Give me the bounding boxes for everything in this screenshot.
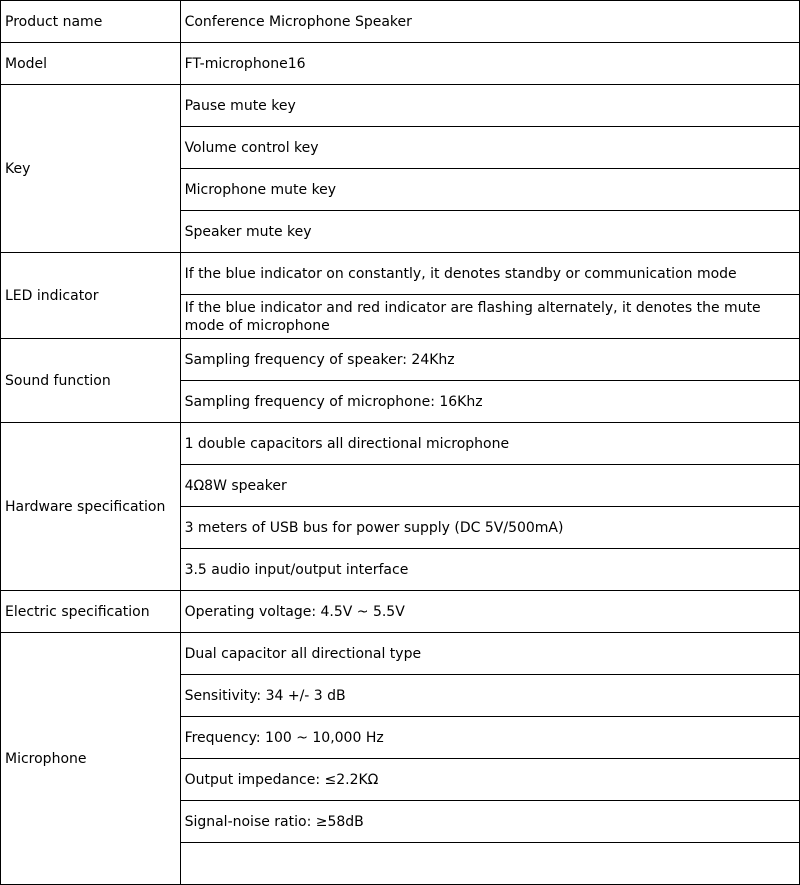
table-row	[1, 1, 800, 43]
table-row	[1, 43, 800, 85]
spec-value: FT-microphone16	[180, 43, 799, 85]
table-row	[1, 591, 800, 633]
spec-value: Dual capacitor all directional type	[180, 633, 799, 675]
spec-value: If the blue indicator and red indicator are flashing alternately, it denotes the mute mode of microphone	[180, 295, 799, 339]
table-row	[1, 633, 800, 675]
spec-value: Microphone mute key	[180, 169, 799, 211]
spec-value: Frequency: 100 ~ 10,000 Hz	[180, 717, 799, 759]
spec-value: Volume control key	[180, 127, 799, 169]
spec-value: Sensitivity: 34 +/- 3 dB	[180, 675, 799, 717]
spec-label-hardware-specification: Hardware specification	[1, 423, 181, 591]
spec-value: 1 double capacitors all directional microphone	[180, 423, 799, 465]
spec-label-key: Key	[1, 85, 181, 253]
spec-label-electric-specification: Electric specification	[1, 591, 181, 633]
spec-value: Pause mute key	[180, 85, 799, 127]
spec-label-microphone: Microphone	[1, 633, 181, 885]
spec-label-product-name: Product name	[1, 1, 181, 43]
spec-value: 4Ω8W speaker	[180, 465, 799, 507]
spec-value: If the blue indicator on constantly, it denotes standby or communication mode	[180, 253, 799, 295]
spec-value: Speaker mute key	[180, 211, 799, 253]
table-row	[1, 423, 800, 465]
spec-value: Signal-noise ratio: ≥58dB	[180, 801, 799, 843]
spec-label-sound-function: Sound function	[1, 339, 181, 423]
table-row	[1, 253, 800, 295]
spec-value: Sampling frequency of speaker: 24Khz	[180, 339, 799, 381]
table-row	[1, 85, 800, 127]
spec-value: Sampling frequency of microphone: 16Khz	[180, 381, 799, 423]
spec-label-led-indicator: LED indicator	[1, 253, 181, 339]
spec-value: Output impedance: ≤2.2KΩ	[180, 759, 799, 801]
spec-label-model: Model	[1, 43, 181, 85]
spec-value: 3 meters of USB bus for power supply (DC 5V/500mA)	[180, 507, 799, 549]
spec-value: Operating voltage: 4.5V ~ 5.5V	[180, 591, 799, 633]
table-row	[1, 339, 800, 381]
spec-value: Conference Microphone Speaker	[180, 1, 799, 43]
spec-value: 3.5 audio input/output interface	[180, 549, 799, 591]
